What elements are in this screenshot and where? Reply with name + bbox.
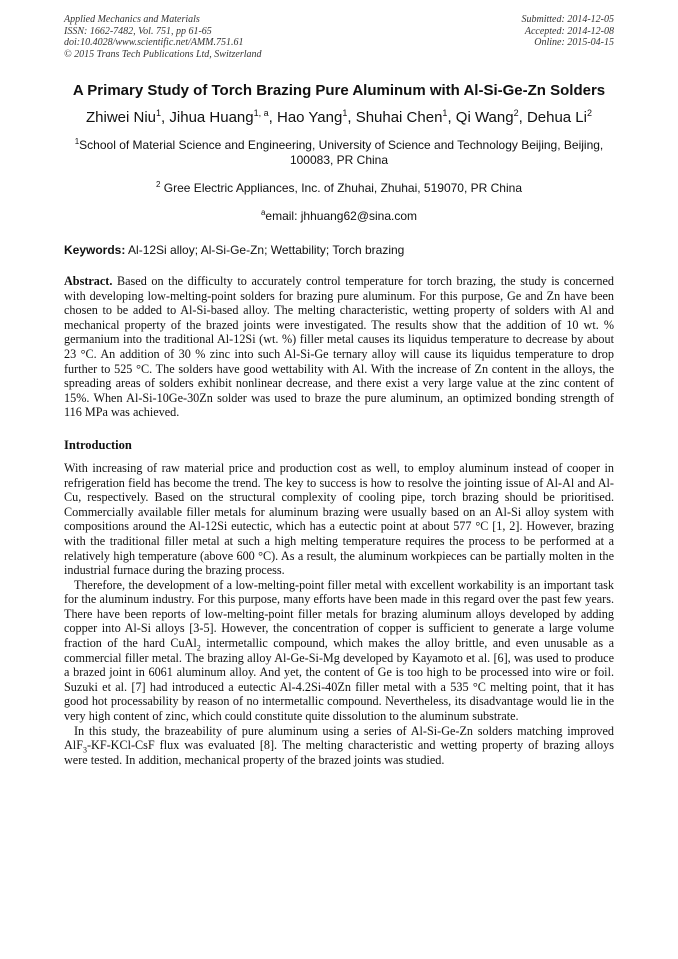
intro-paragraph-3: In this study, the brazeability of pure aluminum using a series of Al-Si-Ge-Zn solders matching improved AlF$_3$-KF-KCl-CsF flux was evaluated [8]. The melting characteristic and wetting property of brazing alloys were tested. In addition, mechanical property of the brazed joints was studied. [64,723,614,767]
paper-title: A Primary Study of Torch Brazing Pure Aluminum with Al-Si-Ge-Zn Solders [72,82,606,99]
header-left [64,14,262,60]
journal-header [64,14,614,60]
author: Jihua Huang$^{1, a}$ [169,108,269,126]
author-list: Zhiwei Niu$^1$, Jihua Huang$^{1, a}$, Hao Yang$^1$, Shuhai Chen$^1$, Qi Wang$^2$, Dehua Li$^2$ [86,108,592,126]
intro-paragraph-2: Therefore, the development of a low-melting-point filler metal with excellent workability is an important task for the aluminum industry. For this purpose, many efforts have been made in this regard over the past few years. There have been reports of low-melting-point filler metals for brazing aluminum alloys developed by adding copper into Al-Si alloys [3-5]. However, the concentration of copper is sufficient to generate a large volume fraction of the hard CuAl$_2$ intermetallic compound, which makes the alloy brittle, and even unusable as a commercial filler metal. The brazing alloy Al-Ge-Si-Mg developed by Kayamoto et al. [6], was used to produce a brazed joint in 6061 aluminum alloy. And yet, the content of Ge is too high to be processed into wire or foil. Suzuki et al. [7] had introduced a eutectic Al-4.2Si-40Zn filler metal with a 535 °C melting point, that it has good hot processability by reason of no intermetallic compound. Nevertheless, its disadvantage would lie in the very high content of zinc, which could constitute quite dissolution to the aluminum substrate. [64,577,614,724]
email-line: $^a$email: jhhuang62@sina.com [260,208,418,223]
keywords [64,243,614,258]
copyright-line: © 2015 Trans Tech Publications Ltd, Switzerland [64,48,262,60]
affiliation-2: $^2$ Gree Electric Appliances, Inc. of Zhuhai, Zhuhai, 519070, PR China [156,180,522,195]
author: Hao Yang$^1$ [276,108,348,126]
keywords-text: Al-12Si alloy; Al-Si-Ge-Zn; Wettability; Torch brazing [128,243,405,257]
abstract-label: Abstract. [64,274,113,288]
header-right [522,14,615,60]
online-date: Online: 2015-04-15 [534,37,614,48]
affiliation-1: $^1$School of Material Science and Engineering, University of Science and Technology Beijing, Beijing, 100083, PR China [74,137,604,167]
paper-page [64,14,614,767]
journal-name: Applied Mechanics and Materials [64,14,200,25]
author: Dehua Li$^2$ [526,108,592,126]
doi-line: doi:10.4028/www.scientific.net/AMM.751.61 [64,37,244,48]
issn-line: ISSN: 1662-7482, Vol. 751, pp 61-65 [64,25,212,37]
introduction-heading: Introduction [64,437,132,452]
accepted-date: Accepted: 2014-12-08 [524,25,614,37]
author: Qi Wang$^2$ [455,108,519,126]
intro-paragraph-1: With increasing of raw material price and production cost as well, to employ aluminum instead of cooper in refrigeration field has become the trend. The key to success is how to resolve the jointing issue of Al-Al and Al-Cu, respectively. Based on the structural complexity of cooling pipe, torch brazing should be prioritised. Commercially available filler metals for aluminum brazing were usually based on an Al-Si alloy system with compositions around the Al-12Si eutectic, which has a eutectic point at about 577 °C [1, 2]. However, brazing with the traditional filler metal at such a high melting temperature requires the process to be performed at a relatively high temperature (above 600 °C). As a result, the aluminum workpieces can be partially molten in the industrial furnace during the brazing process. [64,460,614,578]
abstract-text: Based on the difficulty to accurately control temperature for torch brazing, the study is concerned with developing low-melting-point solders for brazing pure aluminum. For this purpose, Ge and Zn have been chosen to be added to Al-Si-based alloy. The melting characteristic, wetting property of solders with Al and mechanical property of the brazed joints were investigated. The results show that the addition of 10 wt. % germanium into the traditional Al-12Si (wt. %) filler metal causes its liquidus temperature to decrease by about 23 °C. An addition of 30 % zinc into such Al-Si-Ge ternary alloy will cause its liquidus temperature to drop further to 525 °C. The solders have good wettability with Al. With the increase of Zn content in the alloys, the spreading areas of solders exhibit nonlinear decrease, and there exist a very large value at the zinc content of 15%. When Al-Si-10Ge-30Zn solder was used to braze the pure aluminum, an optimized bonding strength of 116 MPa was achieved. [64,274,614,420]
author: Shuhai Chen$^1$ [355,108,448,126]
abstract [64,274,614,420]
submitted-date: Submitted: 2014-12-05 [521,14,614,25]
author: Zhiwei Niu$^1$ [86,108,162,126]
keywords-label: Keywords: [64,243,126,257]
